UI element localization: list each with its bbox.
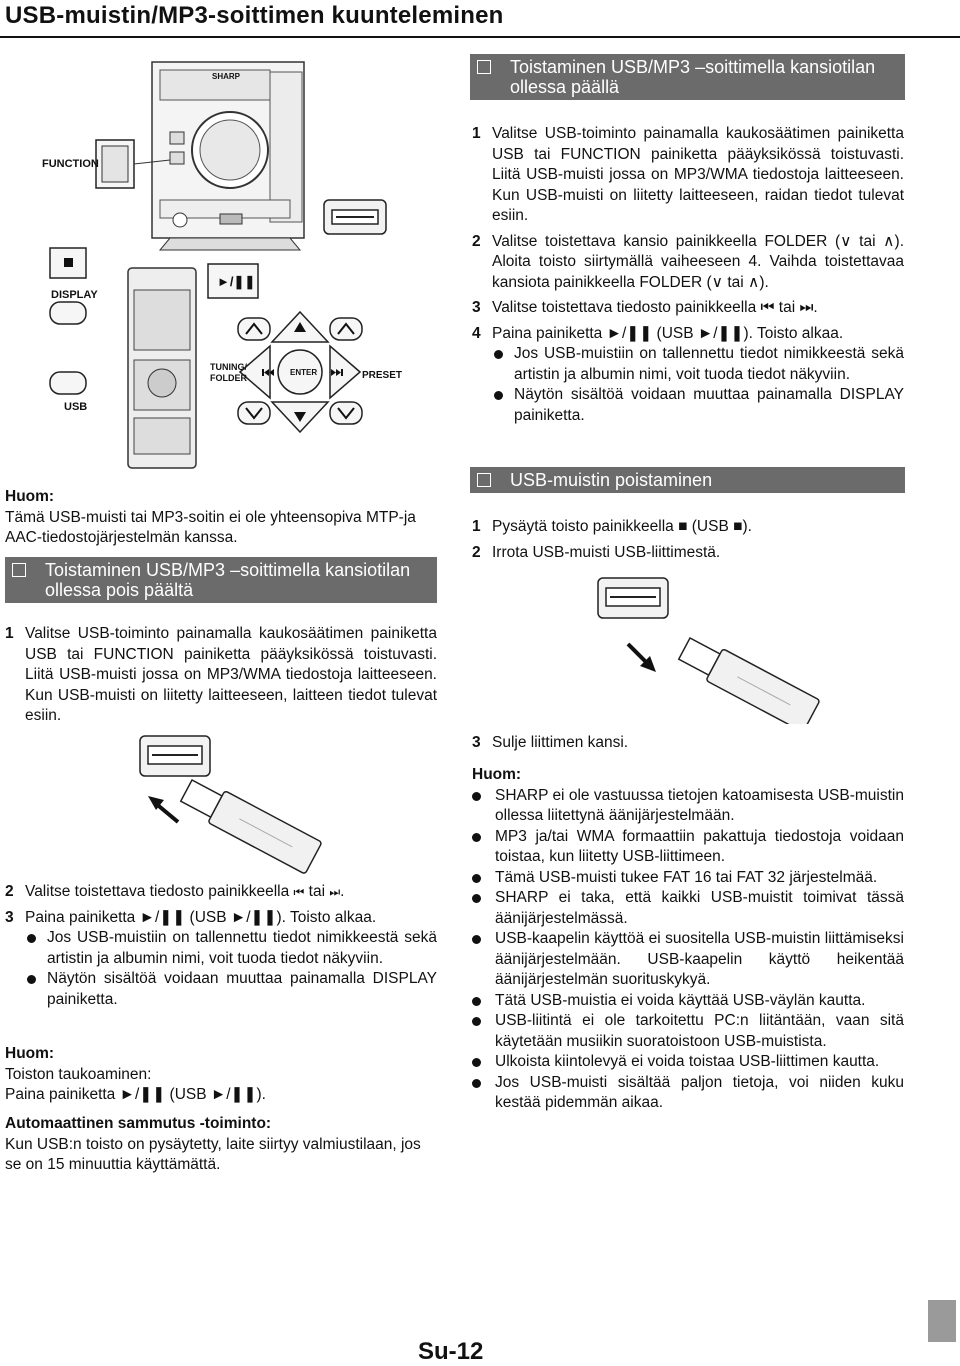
- step-number: 3: [472, 299, 481, 316]
- step-2-text: Valitse toistettava tiedosto painikkeella: [25, 883, 290, 900]
- usb-insert-illustration: [130, 730, 430, 880]
- section-folder-off-header: [5, 557, 437, 603]
- step-2-or: tai: [308, 883, 326, 900]
- bullet-icon: [472, 874, 481, 883]
- usb-remove-drawing: [590, 574, 910, 724]
- bullet-icon: [472, 894, 481, 903]
- bullet-icon: [472, 935, 481, 944]
- step-4: [472, 324, 904, 345]
- note-mtp: [5, 487, 437, 549]
- list-item: [472, 827, 904, 868]
- section-square-icon: [477, 473, 491, 487]
- section-square-icon: [12, 563, 26, 577]
- bullet-text: Näytön sisältöä voidaan muuttaa painamalla DISPLAY painiketta.: [47, 970, 437, 1008]
- bullet-text: Jos USB-muistiin on tallennettu tiedot nimikkeestä sekä artistin ja albumin nimi, voit tuoda tiedot näkyviin.: [47, 929, 437, 967]
- step-3-text: Valitse toistettava tiedosto painikkeella ⏮ tai ⏭.: [492, 299, 818, 316]
- note-mtp-heading: Huom:: [5, 488, 55, 505]
- section-remove-header: [470, 467, 905, 493]
- note-text: Tämä USB-muisti tukee FAT 16 tai FAT 32 järjestelmää.: [495, 868, 878, 886]
- bullet-icon: [472, 997, 481, 1006]
- section-square-icon: [477, 60, 491, 74]
- step-2-text: Valitse toistettava kansio painikkeella FOLDER (∨ tai ∧). Aloita toisto siirtymällä vaiheeseen 4. Vaihda toistettavaa kansiota painikkeella FOLDER (∨ tai ∧).: [492, 232, 904, 291]
- list-item: [472, 1052, 904, 1073]
- step-1: [472, 124, 904, 227]
- note-text: USB-liitintä ei ole tarkoitettu PC:n liitäntään, vaan sitä käytetään musiikin suoratoistoon USB-muistista.: [495, 1012, 904, 1050]
- list-item: [472, 1073, 904, 1114]
- bullet-display: [472, 385, 904, 426]
- note-text: Ulkoista kiintolevyä ei voida toistaa USB-liittimen kautta.: [495, 1053, 880, 1070]
- note-mtp-text: Tämä USB-muisti tai MP3-soitin ei ole yhteensopiva MTP-ja AAC-tiedostojärjestelmän kanssa.: [5, 508, 416, 546]
- step-number: 1: [5, 625, 14, 642]
- section-remove-body: [472, 517, 904, 563]
- preset-label: PRESET: [362, 370, 403, 381]
- step-3-text: Paina painiketta ►/❚❚ (USB ►/❚❚). Toisto alkaa.: [25, 908, 377, 926]
- step-number: 1: [472, 518, 481, 535]
- step-number: 2: [472, 543, 481, 561]
- list-item: [472, 991, 904, 1012]
- step-1-text: Valitse USB-toiminto painamalla kaukosäätimen painiketta USB tai FUNCTION painiketta pääyksikössä toistuvasti. Liitä USB-muisti jossa on MP3/WMA tiedostoja laitteeseen. Kun USB-muisti on liitetty laitteeseen, raidan tiedot tulevat esiin.: [492, 125, 904, 224]
- usb-remove-illustration: [590, 574, 910, 724]
- step-2: [5, 882, 437, 903]
- page-number: Su-12: [418, 1338, 484, 1365]
- bullet-text: Näytön sisältöä voidaan muuttaa painamalla DISPLAY painiketta.: [514, 386, 904, 424]
- note-pause-heading: Huom:: [5, 1045, 55, 1062]
- bullet-icon: [27, 934, 36, 943]
- step-number: 2: [472, 232, 481, 250]
- enter-label: ENTER: [290, 368, 318, 377]
- note-text: USB-kaapelin käyttöä ei suositella USB-muistin liittämiseksi äänijärjestelmään. USB-kaapelin käyttö heikentää äänijärjestelmän suorituskykyä.: [495, 930, 904, 988]
- bullet-icon: [494, 350, 503, 359]
- bullet-icon: [472, 792, 481, 801]
- bullet-display: [5, 969, 437, 1010]
- note-pause: [5, 1044, 437, 1106]
- note-text: SHARP ei ole vastuussa tietojen katoamisesta USB-muistin ollessa liitettynä äänijärjestelmään.: [495, 786, 904, 824]
- section-folder-off-title: Toistaminen USB/MP3 –soittimella kansiotilan ollessa pois päältä: [45, 560, 411, 600]
- step-4-text: Paina painiketta ►/❚❚ (USB ►/❚❚). Toisto alkaa.: [492, 324, 844, 342]
- list-item: [472, 786, 904, 827]
- section-folder-on-header: [470, 54, 905, 100]
- step-number: 1: [472, 125, 481, 142]
- step-number: 2: [5, 883, 14, 900]
- step-3: [472, 298, 904, 319]
- note-text: MP3 ja/tai WMA formaattiin pakattuja tiedostoja voidaan toistaa, kun liitetty USB-liittimeen.: [495, 827, 904, 865]
- section-folder-on-title: Toistaminen USB/MP3 –soittimella kansiotilan ollessa päällä: [510, 57, 876, 97]
- section-folder-on-body: [472, 124, 904, 426]
- brand-logo: SHARP: [212, 72, 241, 81]
- note-text: Tätä USB-muistia ei voida käyttää USB-väylän kautta.: [495, 991, 866, 1009]
- step-2-end: .: [340, 883, 345, 900]
- play-pause-label: ►/❚❚: [217, 274, 256, 289]
- step-1-text: Valitse USB-toiminto painamalla kaukosäätimen painiketta USB tai FUNCTION painiketta pääyksikössä toistuvasti. Liitä USB-muisti jossa on MP3/WMA tiedostoja laitteeseen. Kun USB-muisti on liitetty laitteeseen, laitteen tiedot tulevat esiin.: [25, 625, 437, 724]
- section-folder-off-steps: [5, 882, 437, 1010]
- page-edge-tab: [928, 1300, 956, 1342]
- step-number: 3: [472, 734, 481, 751]
- display-label: DISPLAY: [51, 289, 98, 301]
- auto-off-text: Kun USB:n toisto on pysäytetty, laite siirtyy valmiustilaan, jos se on 15 minuuttia käyttämättä.: [5, 1135, 421, 1173]
- bullet-icon: [472, 1017, 481, 1026]
- bullet-text: Jos USB-muistiin on tallennettu tiedot nimikkeestä sekä artistin ja albumin nimi, voit tuoda tiedot näkyviin.: [514, 345, 904, 383]
- step-number: 3: [5, 908, 14, 926]
- list-item: [472, 929, 904, 991]
- step-1-text: Pysäytä toisto painikkeella ■ (USB ■).: [492, 518, 752, 535]
- bullet-icon: [472, 1058, 481, 1067]
- tuning-folder-label: TUNING/ FOLDER: [210, 362, 247, 383]
- bullet-track-info: [5, 928, 437, 969]
- section-remove-step3: [472, 733, 904, 754]
- step-3-text: Sulje liittimen kansi.: [492, 734, 629, 751]
- usb-insert-drawing: [130, 730, 430, 880]
- usb-label: USB: [64, 401, 88, 413]
- auto-off: [5, 1114, 437, 1176]
- step-2: [472, 543, 904, 564]
- step-1: [472, 517, 904, 538]
- note-text: Jos USB-muisti sisältää paljon tietoja, voi niiden kuku kestää pidemmän aikaa.: [495, 1073, 904, 1111]
- auto-off-heading: Automaattinen sammutus -toiminto:: [5, 1115, 272, 1132]
- list-item: [472, 1011, 904, 1052]
- step-2: [472, 232, 904, 294]
- bullet-icon: [27, 975, 36, 984]
- notes-heading: Huom:: [472, 766, 522, 783]
- note-text: SHARP ei taka, että kaikki USB-muistit toimivat tässä äänijärjestelmässä.: [495, 889, 904, 927]
- notes-list: [472, 765, 904, 1114]
- bullet-icon: [494, 391, 503, 400]
- note-pause-line1: Toiston taukoaminen:: [5, 1065, 152, 1083]
- next-icon: ⏭: [329, 885, 341, 899]
- section-folder-off-body: [5, 624, 437, 727]
- previous-icon: ⏮: [293, 885, 305, 899]
- bullet-track-info: [472, 344, 904, 385]
- step-2-text: Irrota USB-muisti USB-liittimestä.: [492, 543, 721, 561]
- step-1: [5, 624, 437, 727]
- page-title: USB-muistin/MP3-soittimen kuunteleminen: [5, 2, 504, 29]
- bullet-icon: [472, 1079, 481, 1088]
- step-number: 4: [472, 324, 481, 342]
- list-item: [472, 888, 904, 929]
- bullet-icon: [472, 833, 481, 842]
- step-3: [5, 908, 437, 929]
- list-item: [472, 868, 904, 889]
- step-3: [472, 733, 904, 754]
- function-label: FUNCTION: [42, 158, 99, 170]
- device-diagram: [0, 50, 460, 470]
- section-remove-title: USB-muistin poistaminen: [510, 470, 713, 490]
- title-divider: [0, 36, 960, 38]
- note-pause-line2: Paina painiketta ►/❚❚ (USB ►/❚❚).: [5, 1086, 266, 1103]
